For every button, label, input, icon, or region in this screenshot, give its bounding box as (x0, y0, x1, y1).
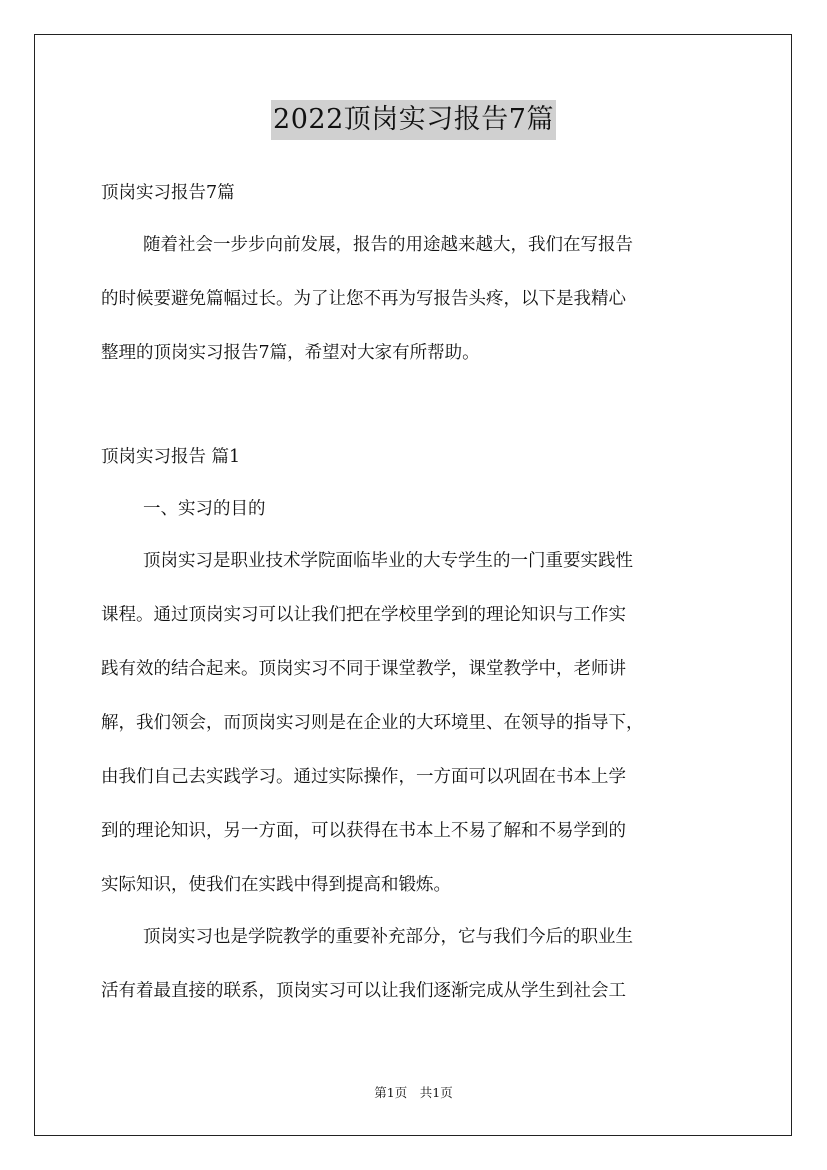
paragraph-2 (101, 920, 729, 1008)
paragraph-line: 活有着最直接的联系，顶岗实习可以让我们逐渐完成从学生到社会工 (101, 981, 626, 1001)
title-container (0, 100, 827, 140)
subtitle: 顶岗实习报告7篇 (101, 183, 235, 203)
document-title: 2022顶岗实习报告7篇 (271, 100, 556, 140)
paragraph-line: 课程。通过顶岗实习可以让我们把在学校里学到的理论知识与工作实 (101, 605, 626, 625)
paragraph-line: 实际知识，使我们在实践中得到提高和锻炼。 (101, 875, 451, 895)
intro-paragraph (101, 228, 729, 370)
section-heading: 顶岗实习报告 篇1 (101, 447, 241, 467)
intro-line: 随着社会一步步向前发展，报告的用途越来越大，我们在写报告 (143, 235, 633, 255)
page-footer: 第1页 共1页 (374, 1085, 453, 1100)
sub-heading: 一、实习的目的 (143, 499, 266, 519)
paragraph-line: 践有效的结合起来。顶岗实习不同于课堂教学，课堂教学中，老师讲 (101, 659, 626, 679)
paragraph-line: 顶岗实习是职业技术学院面临毕业的大专学生的一门重要实践性 (143, 551, 633, 571)
document-body (101, 176, 729, 1026)
paragraph-line: 到的理论知识，另一方面，可以获得在书本上不易了解和不易学到的 (101, 821, 626, 841)
intro-line: 整理的顶岗实习报告7篇，希望对大家有所帮助。 (101, 343, 480, 363)
paragraph-line: 解，我们领会，而顶岗实习则是在企业的大环境里、在领导的指导下， (101, 713, 644, 733)
paragraph-line: 由我们自己去实践学习。通过实际操作，一方面可以巩固在书本上学 (101, 767, 626, 787)
intro-line: 的时候要避免篇幅过长。为了让您不再为写报告头疼，以下是我精心 (101, 289, 626, 309)
paragraph-1 (101, 544, 729, 902)
paragraph-line: 顶岗实习也是学院教学的重要补充部分，它与我们今后的职业生 (143, 927, 633, 947)
